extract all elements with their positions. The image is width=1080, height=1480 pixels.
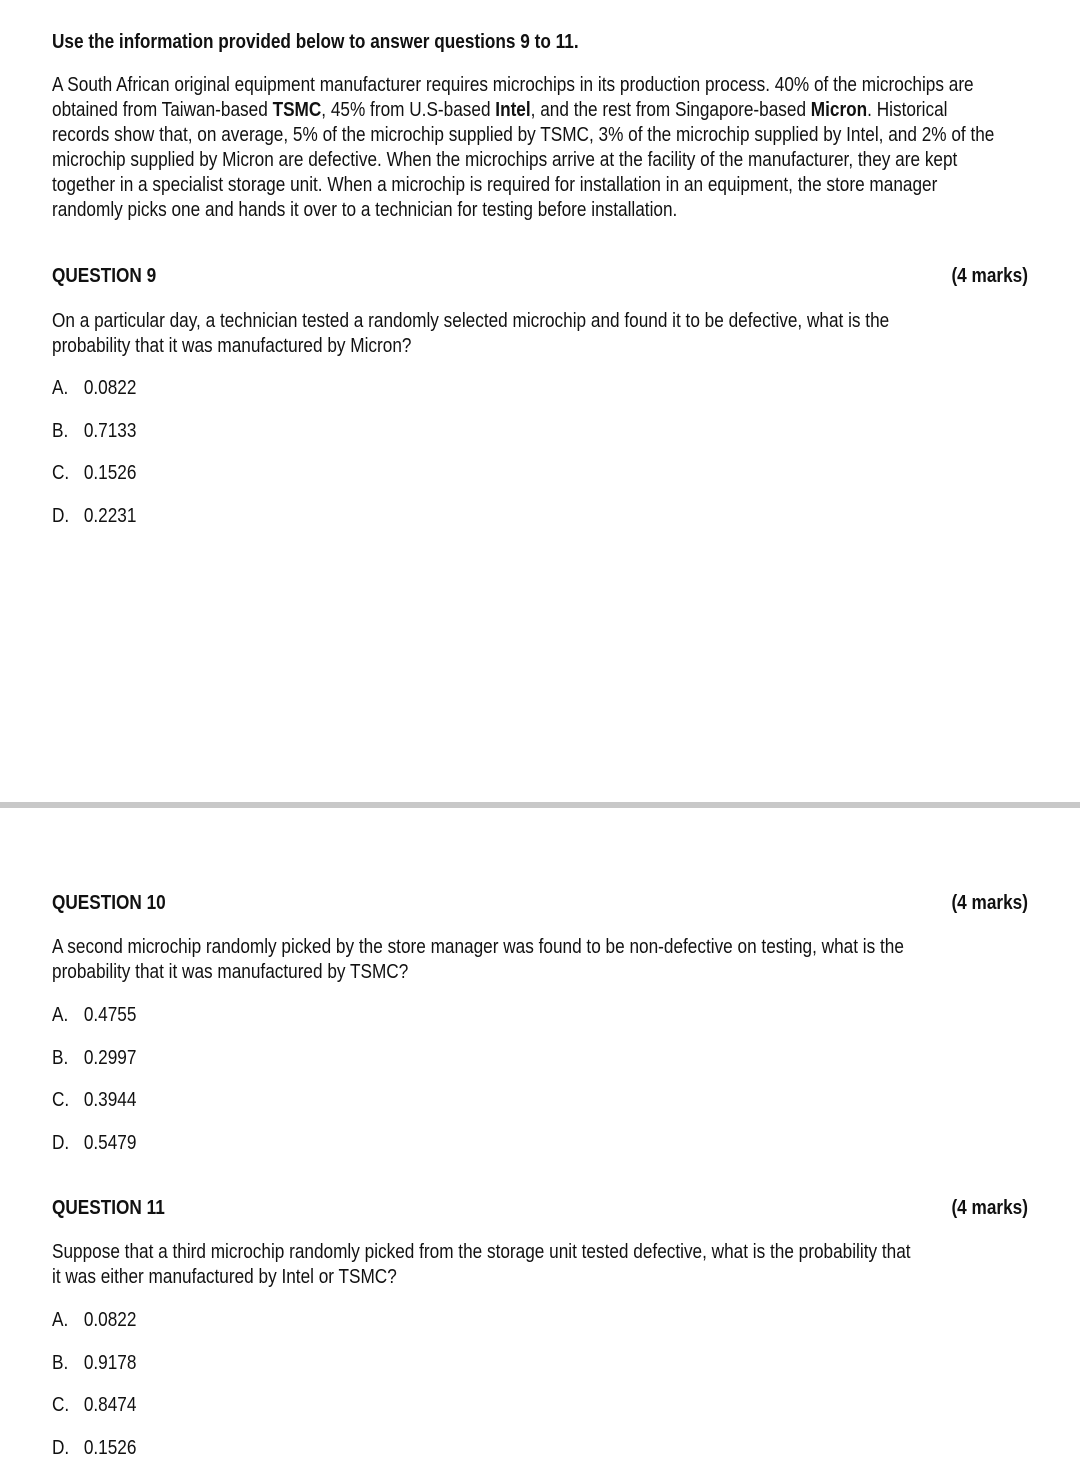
option-value: 0.0822 — [83, 1309, 137, 1331]
option-letter: A. — [52, 1004, 69, 1026]
question-title: QUESTION 10 — [52, 892, 166, 914]
question-11-text: Suppose that a third microchip randomly picked from the storage unit tested defective, what is the probability that it was either manufactured by Intel or TSMC? — [52, 1241, 911, 1288]
supplier-tsmc: TSMC — [272, 99, 322, 121]
option-value: 0.7133 — [83, 419, 137, 442]
intro-text-part: , 45% from U.S-based — [321, 99, 496, 121]
supplier-intel: Intel — [495, 99, 531, 121]
option-letter: D. — [52, 1131, 70, 1154]
option-letter: A. — [52, 1309, 69, 1331]
option-value: 0.4755 — [83, 1004, 137, 1026]
option-d[interactable] — [52, 1131, 136, 1174]
option-letter: D. — [52, 504, 70, 527]
option-value: 0.5479 — [83, 1131, 137, 1154]
question-9-options — [52, 376, 150, 546]
question-marks: (4 marks) — [951, 265, 1028, 287]
question-title: QUESTION 9 — [52, 265, 157, 287]
question-marks: (4 marks) — [951, 892, 1028, 914]
option-value: 0.1526 — [83, 462, 137, 485]
option-c[interactable] — [52, 1088, 136, 1131]
option-b[interactable] — [52, 419, 136, 462]
option-d[interactable] — [52, 504, 136, 547]
option-letter: B. — [52, 419, 69, 442]
question-11-options — [52, 1308, 150, 1478]
option-letter: D. — [52, 1436, 70, 1459]
option-value: 0.1526 — [83, 1436, 137, 1459]
option-value: 0.0822 — [83, 377, 137, 399]
question-9-text: On a particular day, a technician tested a randomly selected microchip and found it to be defective, what is the probability that it was manufactured by Micron? — [52, 310, 890, 357]
option-value: 0.8474 — [83, 1394, 137, 1417]
question-10-options — [52, 1003, 150, 1173]
question-title: QUESTION 11 — [52, 1197, 165, 1219]
option-a[interactable] — [52, 1003, 136, 1046]
option-a[interactable] — [52, 376, 136, 419]
option-letter: B. — [52, 1046, 69, 1069]
option-b[interactable] — [52, 1351, 136, 1394]
intro-heading: Use the information provided below to answer questions 9 to 11. — [52, 31, 579, 53]
intro-text-part: , and the rest from Singapore-based — [530, 99, 811, 121]
question-9-header — [52, 265, 1028, 291]
option-d[interactable] — [52, 1436, 136, 1479]
option-value: 0.2231 — [83, 504, 137, 527]
intro-text-part: . Historical records show that, on average, 5% of the microchip supplied by TSMC, 3% of the microchip supplied by Intel, and 2% of the microchip supplied by Micron are defective. When the microchips arrive at the facility of the manufacturer, they are kept together in a specialist storage unit. When a microchip is required for installation in an equipment, the store manager randomly picks one and hands it over to a technician for testing before installation. — [52, 99, 995, 221]
option-c[interactable] — [52, 461, 136, 504]
option-letter: A. — [52, 377, 69, 399]
question-11-header — [52, 1197, 1028, 1223]
option-value: 0.9178 — [83, 1351, 137, 1374]
question-10-text: A second microchip randomly picked by the store manager was found to be non-defective on testing, what is the probability that it was manufactured by TSMC? — [52, 936, 904, 983]
option-letter: C. — [52, 1394, 70, 1417]
option-letter: C. — [52, 462, 70, 485]
question-marks: (4 marks) — [951, 1197, 1028, 1219]
option-c[interactable] — [52, 1393, 136, 1436]
intro-text-part: A South African original equipment manufacturer requires microchips in its production process. 40% of the microchips are obtained from Taiwan-based — [52, 74, 974, 121]
option-value: 0.2997 — [83, 1046, 137, 1069]
question-10-header — [52, 892, 1028, 918]
option-value: 0.3944 — [83, 1089, 137, 1112]
supplier-micron: Micron — [810, 99, 868, 121]
option-letter: B. — [52, 1351, 69, 1374]
option-b[interactable] — [52, 1046, 136, 1089]
option-letter: C. — [52, 1089, 70, 1112]
option-a[interactable] — [52, 1308, 136, 1351]
intro-paragraph — [52, 73, 1007, 223]
